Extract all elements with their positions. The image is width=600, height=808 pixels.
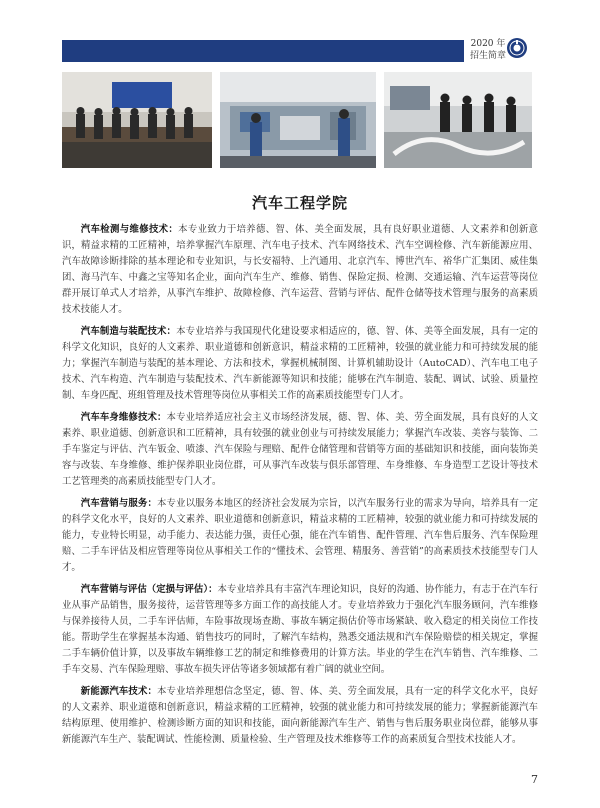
program-name: 汽车检测与维修技术： [80, 224, 179, 235]
school-emblem-icon [506, 37, 528, 59]
program-name: 新能源汽车技术： [80, 686, 158, 697]
header-subtitle: 招生简章 [470, 51, 507, 61]
program-paragraph [62, 582, 538, 678]
lab-visit-photo [384, 72, 532, 168]
section-title: 汽车工程学院 [251, 194, 348, 212]
photo-strip [62, 72, 532, 168]
program-description: 本专业以服务本地区的经济社会发展为宗旨，以汽车服务行业的需求为导向，培养具有一定的科学文化水平，良好的人文素养、职业道德和创新意识，精益求精的工匠精神，较强的就业能力和可持续发展的能力，专业特长明显，动手能力、表达能力强，责任心强，能在汽车销售、配件管理、汽车售后服务、汽车保险理赔、二手车评估及相应管理等岗位从事相关工作的“懂技术、会管理、精服务、善营销”的高素质技术技能型专门人才。 [62, 498, 538, 573]
program-description: 本专业培养理想信念坚定，德、智、体、美、劳全面发展，具有一定的科学文化水平，良好的人文素养、职业道德和创新意识，精益求精的工匠精神，较强的就业能力和可持续发展的能力；掌握新能源汽车结构原理、使用维护、检测诊断方面的知识和技能，面向新能源汽车生产、销售与售后服务职业岗位群，能够从事新能源汽车生产、装配调试、性能检测、质量检验、生产管理及技术维修等工作的高素质复合型技术技能人才。 [62, 686, 538, 745]
program-description: 本专业致力于培养德、智、体、美全面发展，具有良好职业道德、人文素养和创新意识，精益求精的工匠精神，培养掌握汽车原理、汽车电子技术、汽车网络技术、汽车空调检修、汽车新能源应用、汽车故障诊断排除的基本理论和专业知识，与长安福特、上汽通用、北京汽车、博世汽车、裕华广汇集团、威佳集团、海马汽车、中鑫之宝等知名企业，面向汽车生产、维修、销售、保险定损、检测、交通运输、汽车运营等岗位群开展订单式人才培养，从事汽车维护、故障检修、汽车运营、营销与评估、配件仓储等技术管理与服务的高素质技术技能人才。 [62, 224, 538, 315]
program-paragraph [62, 324, 538, 404]
program-description: 本专业培养适应社会主义市场经济发展，德、智、体、美、劳全面发展，具有良好的人文素养、职业道德、创新意识和工匠精神，具有较强的就业创业与可持续发展能力；掌握汽车改装、美容与装饰、二手车鉴定与评估、汽车钣金、喷漆、汽车保险与理赔、配件仓储管理和营销等方面的基础知识和技能，面向装饰美容与改装、车身维修、维护保养职业岗位群，可从事汽车改装与俱乐部管理、车身维修、车身造型工艺设计等技术工艺管理类的高素质技能型专门人才。 [62, 412, 538, 487]
program-list [62, 222, 538, 754]
group-meeting-photo [62, 72, 212, 168]
program-name: 汽车车身维修技术： [80, 412, 167, 423]
program-name: 汽车制造与装配技术： [80, 326, 177, 337]
header-year: 2020 年 [470, 39, 506, 49]
page-number: 7 [531, 773, 538, 786]
program-paragraph [62, 684, 538, 748]
program-name: 汽车营销与评估（定损与评估）： [80, 584, 218, 595]
program-paragraph [62, 496, 538, 576]
workshop-training-photo [220, 72, 376, 168]
header-bar [62, 40, 464, 62]
program-description: 本专业培养与我国现代化建设要求相适应的，德、智、体、美等全面发展，具有一定的科学文化知识，良好的人文素养、职业道德和创新意识，精益求精的工匠精神，较强的就业能力和可持续发展的能力；掌握汽车制造与装配的基本理论、方法和技术，掌握机械制图、计算机辅助设计（AutoCAD）、汽车电工电子技术、汽车构造、汽车制造与装配技术、汽车新能源等知识和技能；能够在汽车制造、装配、调试、试验、质量控制、车身匹配、班组管理及技术管理等岗位从事相关工作的高素质技能型专门人才。 [62, 326, 538, 401]
header-year-block [470, 38, 506, 62]
program-description: 本专业培养具有丰富汽车理论知识，良好的沟通、协作能力，有志于在汽车行业从事产品销售，服务接待，运营管理等多方面工作的高技能人才。专业培养致力于强化汽车服务顾问，汽车维修与保养接待人员，二手车评估师，车险事故现场查勘、事故车辆定损估价等市场紧缺、收入稳定的相关岗位工作技能。帮助学生在掌握基本沟通、销售技巧的同时，了解汽车结构，熟悉交通法规和汽车保险赔偿的相关规定，掌握二手车辆价值计算，以及事故车辆维修工艺的制定和维修费用的计算方法。毕业的学生在汽车销售、汽车维修、二手车交易、汽车保险理赔、事故车损失评估等诸多领域都有着广阔的就业空间。 [62, 584, 538, 675]
program-paragraph [62, 410, 538, 490]
program-name: 汽车营销与服务： [80, 498, 158, 509]
program-paragraph [62, 222, 538, 318]
